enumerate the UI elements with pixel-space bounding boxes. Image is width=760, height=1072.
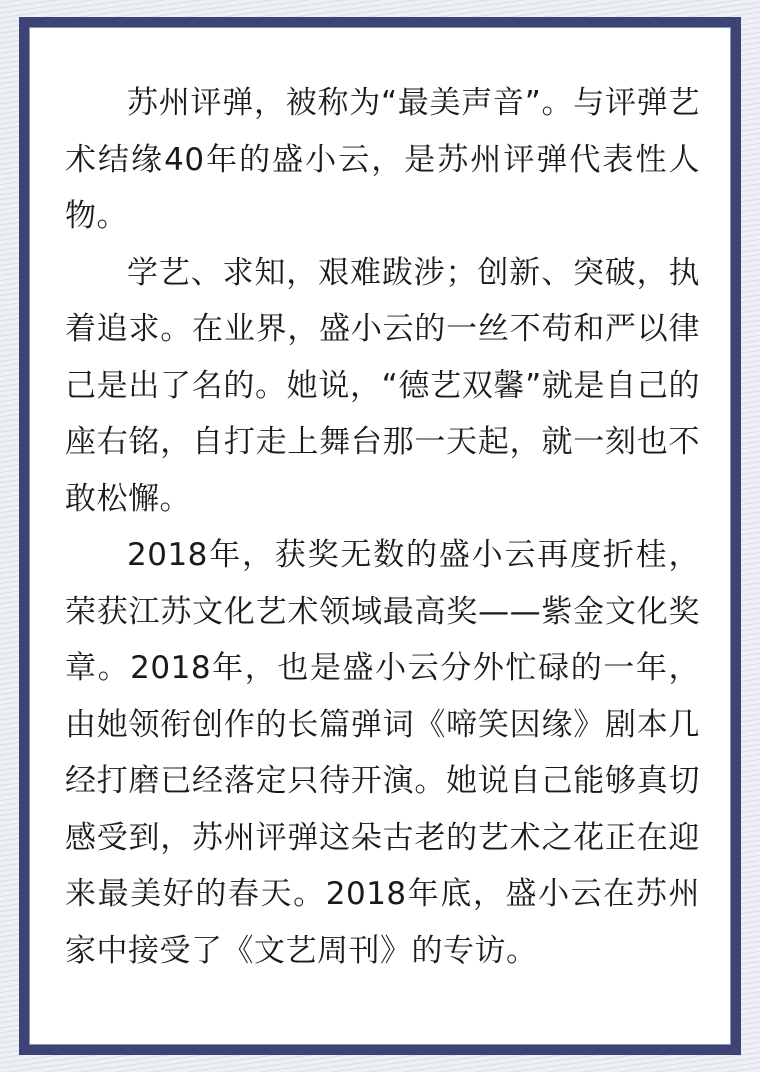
paragraph-career: 学艺、求知，艰难跋涉；创新、突破，执着追求。在业界，盛小云的一丝不苟和严以律己是出了名的。她说，“德艺双馨”就是自己的座右铭，自打走上舞台那一天起，就一刻也不敢松懈。	[65, 254, 700, 517]
paragraph-award: 2018年，获奖无数的盛小云再度折桂，荣获江苏文化艺术领域最高奖——紫金文化奖章。2018年，也是盛小云分外忙碌的一年，由她领衔创作的长篇弹词《啼笑因缘》剧本几经打磨已经落定只待开演。她说自己能够真切感受到，苏州评弹这朵古老的艺术之花正在迎来最美好的春天。2018年底，盛小云在苏州家中接受了《文艺周刊》的专访。	[65, 537, 700, 969]
article-body	[29, 27, 731, 1045]
paragraph-intro: 苏州评弹，被称为“最美声音”。与评弹艺术结缘40年的盛小云，是苏州评弹代表性人物。	[65, 85, 700, 234]
article-frame	[19, 17, 741, 1055]
